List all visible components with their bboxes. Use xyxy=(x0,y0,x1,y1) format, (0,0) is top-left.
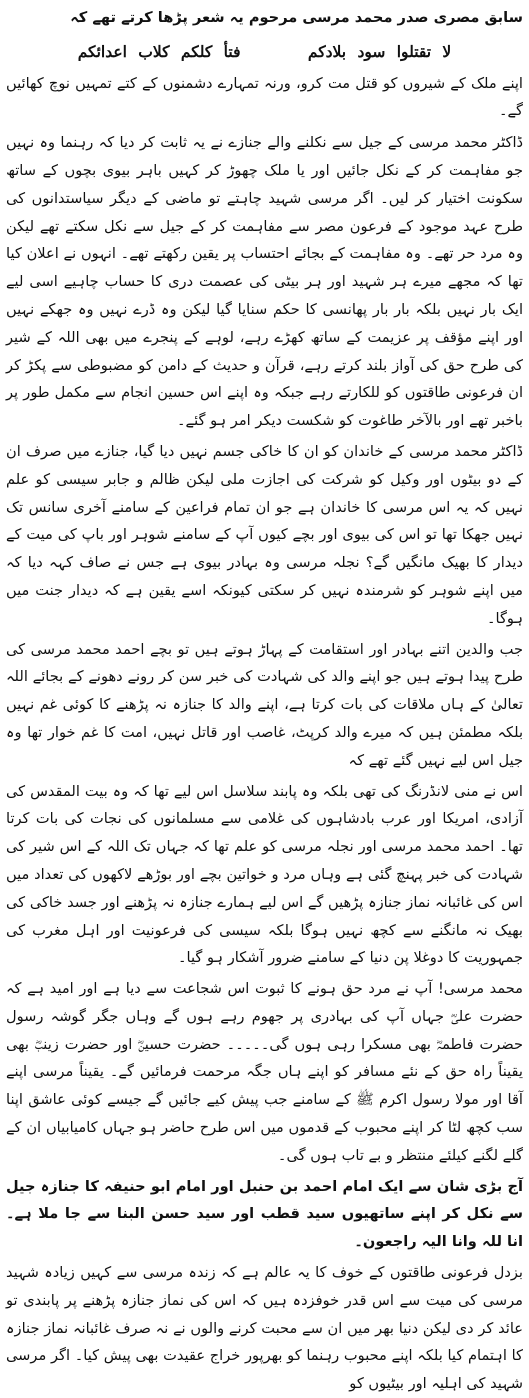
paragraph-2: ڈاکٹر محمد مرسی کے خاندان کو ان کا خاکی جسم نہیں دیا گیا، جنازے میں صرف ان کے دو بیٹوں اور وکیل کو شرکت کی اجازت ملی لیکن ظالم و جابر سیسی کو علم نہیں کہ یہ اس مرسی کا خاندان ہے جو ان تمام فراعین کے سامنے آخری سانس تک نہیں جھکا تھا تو اس کی بیوی اور بچے کیوں آپ کے سامنے شوہر اور باپ کی میت کے دیدار کا بھیک مانگیں گے؟ نجلہ مرسی وہ بہادر بیوی ہے جس نے صاف کہہ دیا کہ میں اپنے شوہر کو شرمندہ نہیں کر سکتی کیونکہ اسے یقین ہے کہ دیدار جنت میں ہوگا۔ xyxy=(6,442,523,627)
verse-second-half: فتأ كلكم كلاب اعدائكم xyxy=(77,41,241,61)
paragraph-5: محمد مرسی! آپ نے مرد حق ہونے کا ثبوت اس شجاعت سے دیا ہے اور امید ہے کہ حضرت علیؓ جہاں آپ کی بہادری پر جھوم رہے ہوں گے وہاں جگر گوشہ رسول حضرت فاطمہؓ بھی مسکرا رہی ہوں گی۔۔۔۔۔ حضرت حسینؓ اور حضرت زینبؓ بھی یقیناً راہ حق کے نئے مسافر کو اپنے ہاں جگہ مرحمت فرمائیں گے۔ یقیناً مرسی اپنے آقا اور مولا رسول اکرم ﷺ کے سامنے جب پیش کیے جائیں گے جیسے کوئی عاشق اپنا سب کچھ لٹا کر اپنے محبوب کے قدموں میں اس طرح حاضر ہو جہاں کامیابیاں ان کے گلے لگنے کیلئے منتظر و بے تاب ہوں گی۔ xyxy=(6,980,523,1164)
verse-first-half: لا تقتلوا سود بلادكم xyxy=(307,41,452,61)
paragraph-final: بزدل فرعونی طاقتوں کے خوف کا یہ عالم ہے کہ زندہ مرسی سے کہیں زیادہ شہید مرسی کی میت سے اس قدر خوفزدہ ہیں کہ اس کی نماز جنازہ پڑھنے پر پابندی تو عائد کر دی لیکن دنیا بھر میں ان سے محبت کرنے والوں نے نہ صرف غائبانہ نماز جنازہ کا اہتمام کیا بلکہ اپنے محبوب رہنما کو بھرپور خراج عقیدت بھی پیش کیا۔ اگر مرسی شہید کی اہلیہ اور بیٹیوں کو xyxy=(6,1264,523,1393)
paragraph-4: اس نے منی لانڈرنگ کی تھی بلکہ وہ پابند سلاسل اس لیے تھا کہ وہ بیت المقدس کی آزادی، امریکا اور عرب بادشاہوں کی غلامی سے مسلمانوں کی نجات کی بات کرتا تھا۔ احمد محمد مرسی اور نجلہ مرسی کو علم تھا کہ جہاں تک اللہ کے اس شیر کی شہادت کی خبر پہنچ گئی ہے وہاں مرد و خواتین بچے اور بوڑھے لاکھوں کی تعداد میں اس کی غائبانہ نماز جنازہ پڑھیں گے اس لیے ہمارے جنازہ نہ پڑھنے اور جسد خاکی کی بھیک نہ مانگنے سے کچھ نہیں ہوگا بلکہ سیسی کی فرعونیت اور اہل مغرب کی جمہوریت کا دوغلا پن دنیا کے سامنے ضرور آشکار ہو گیا۔ xyxy=(6,782,523,967)
paragraph-3: جب والدین اتنے بہادر اور استقامت کے پہاڑ ہوتے ہیں تو بچے احمد محمد مرسی کی طرح پیدا ہوتے ہیں جو اپنے والد کی شہادت کی خبر سن کر رونے دھونے کے بجائے اللہ تعالیٰ کے ہاں ملاقات کی بات کرتا ہے، اپنے والد کا جنازہ نہ پڑھنے کا کوئی غم نہیں بلکہ مطمئن ہیں کہ میرے والد کرپٹ، غاصب اور قاتل نہیں، امت کا غم خوار تھا وہ جیل اس لیے نہیں گئے تھے کہ xyxy=(6,640,523,769)
intro-line: سابق مصری صدر محمد مرسی مرحوم یہ شعر پڑھا کرتے تھے کہ xyxy=(70,9,523,26)
paragraph-bold-closing: آج بڑی شان سے ایک امام احمد بن حنبل اور امام ابو حنیفہ کا جنازہ جیل سے نکل کر اپنے ساتھیوں سید قطب اور سید حسن البنا سے جا ملا ہے۔ انا للہ وانا الیہ راجعون۔ xyxy=(6,1177,523,1251)
verse-translation: اپنے ملک کے شیروں کو قتل مت کرو، ورنہ تمہارے دشمنوں کے کتے تمہیں نوچ کھائیں گے۔ xyxy=(6,74,523,120)
paragraph-1: ڈاکٹر محمد مرسی کے جیل سے نکلنے والے جنازے نے یہ ثابت کر دیا کہ رہنما وہ نہیں جو مفاہمت کر کے نکل جائیں اور یا ملک چھوڑ کر کہیں باہر بیوی بچوں کے ساتھ سکونت اختیار کر لیں۔ اگر مرسی شہید چاہتے تو ماضی کے دیگر سیاستدانوں کی طرح عہد موجود کے فرعون مصر سے مفاہمت کر کے جیل سے نکل سکتے تھے لیکن وہ مرد حر تھے۔ وہ مفاہمت کے بجائے احتساب پر یقین رکھتے تھے۔ انہوں نے اعلان کیا تھا کہ مجھے میرے ہر شہید اور ہر بیٹی کی عصمت دری کا حساب چاہیے اسی لیے ایک بار نہیں بلکہ بار بار پھانسی کا حکم سنایا گیا لیکن وہ ڈرے نہیں وہ جھکے نہیں اور اپنے مؤقف پر عزیمت کے ساتھ کھڑے رہے، لوہے کے پنجرے میں بھی اللہ کے شیر کی طرح حق کی آواز بلند کرتے رہے، قرآن و حدیث کے دامن کو مضبوطی سے پکڑ کر ان فرعونی طاقتوں کو للکارتے رہے جبکہ وہ اپنے اس حسین انجام سے مکمل طور پر باخبر تھے اور بالآخر طاغوت کو شکست دیکر امر ہو گئے۔ xyxy=(6,134,523,430)
arabic-verse xyxy=(6,38,523,66)
